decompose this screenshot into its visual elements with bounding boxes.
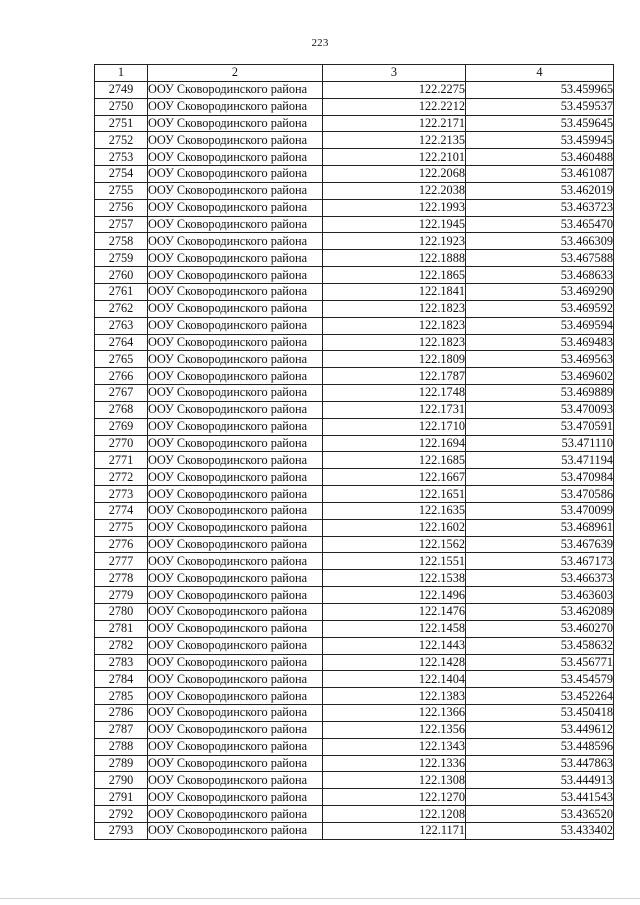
organization-cell: ООУ Сковородинского района — [148, 250, 323, 267]
table-row — [95, 806, 614, 823]
table-row — [95, 233, 614, 250]
row-number-cell: 2770 — [95, 435, 148, 452]
page-bottom-rule — [0, 898, 640, 899]
x-coordinate-cell: 122.1685 — [323, 452, 466, 469]
organization-cell: ООУ Сковородинского района — [148, 806, 323, 823]
column-header-2: 2 — [148, 65, 323, 82]
table-body — [95, 81, 614, 839]
y-coordinate-cell: 53.459537 — [466, 98, 614, 115]
table-row — [95, 452, 614, 469]
row-number-cell: 2771 — [95, 452, 148, 469]
row-number-cell: 2789 — [95, 755, 148, 772]
organization-cell: ООУ Сковородинского района — [148, 132, 323, 149]
x-coordinate-cell: 122.2038 — [323, 182, 466, 199]
organization-cell: ООУ Сковородинского района — [148, 368, 323, 385]
y-coordinate-cell: 53.447863 — [466, 755, 614, 772]
y-coordinate-cell: 53.469592 — [466, 300, 614, 317]
table-row — [95, 738, 614, 755]
y-coordinate-cell: 53.466373 — [466, 570, 614, 587]
row-number-cell: 2763 — [95, 317, 148, 334]
organization-cell: ООУ Сковородинского района — [148, 98, 323, 115]
table-row — [95, 654, 614, 671]
organization-cell: ООУ Сковородинского района — [148, 570, 323, 587]
x-coordinate-cell: 122.2212 — [323, 98, 466, 115]
row-number-cell: 2781 — [95, 620, 148, 637]
row-number-cell: 2768 — [95, 401, 148, 418]
y-coordinate-cell: 53.459945 — [466, 132, 614, 149]
organization-cell: ООУ Сковородинского района — [148, 705, 323, 722]
x-coordinate-cell: 122.2101 — [323, 149, 466, 166]
organization-cell: ООУ Сковородинского района — [148, 721, 323, 738]
x-coordinate-cell: 122.2068 — [323, 166, 466, 183]
organization-cell: ООУ Сковородинского района — [148, 334, 323, 351]
x-coordinate-cell: 122.1458 — [323, 620, 466, 637]
y-coordinate-cell: 53.462019 — [466, 182, 614, 199]
y-coordinate-cell: 53.469483 — [466, 334, 614, 351]
table-row — [95, 688, 614, 705]
table-row — [95, 418, 614, 435]
table-row — [95, 671, 614, 688]
table-row — [95, 115, 614, 132]
x-coordinate-cell: 122.1496 — [323, 587, 466, 604]
table-row — [95, 486, 614, 503]
x-coordinate-cell: 122.1428 — [323, 654, 466, 671]
organization-cell: ООУ Сковородинского района — [148, 469, 323, 486]
y-coordinate-cell: 53.449612 — [466, 721, 614, 738]
row-number-cell: 2792 — [95, 806, 148, 823]
table-row — [95, 822, 614, 839]
organization-cell: ООУ Сковородинского района — [148, 486, 323, 503]
y-coordinate-cell: 53.462089 — [466, 604, 614, 621]
y-coordinate-cell: 53.458632 — [466, 637, 614, 654]
x-coordinate-cell: 122.1823 — [323, 334, 466, 351]
x-coordinate-cell: 122.1538 — [323, 570, 466, 587]
organization-cell: ООУ Сковородинского района — [148, 351, 323, 368]
organization-cell: ООУ Сковородинского района — [148, 822, 323, 839]
organization-cell: ООУ Сковородинского района — [148, 283, 323, 300]
y-coordinate-cell: 53.460488 — [466, 149, 614, 166]
row-number-cell: 2760 — [95, 267, 148, 284]
x-coordinate-cell: 122.1945 — [323, 216, 466, 233]
x-coordinate-cell: 122.1270 — [323, 789, 466, 806]
x-coordinate-cell: 122.1343 — [323, 738, 466, 755]
organization-cell: ООУ Сковородинского района — [148, 81, 323, 98]
table-row — [95, 149, 614, 166]
row-number-cell: 2774 — [95, 502, 148, 519]
x-coordinate-cell: 122.1841 — [323, 283, 466, 300]
x-coordinate-cell: 122.1308 — [323, 772, 466, 789]
row-number-cell: 2776 — [95, 536, 148, 553]
organization-cell: ООУ Сковородинского района — [148, 519, 323, 536]
row-number-cell: 2750 — [95, 98, 148, 115]
table-row — [95, 98, 614, 115]
row-number-cell: 2785 — [95, 688, 148, 705]
y-coordinate-cell: 53.450418 — [466, 705, 614, 722]
row-number-cell: 2769 — [95, 418, 148, 435]
table-row — [95, 469, 614, 486]
y-coordinate-cell: 53.470591 — [466, 418, 614, 435]
row-number-cell: 2787 — [95, 721, 148, 738]
table-row — [95, 435, 614, 452]
table-row — [95, 772, 614, 789]
row-number-cell: 2765 — [95, 351, 148, 368]
table-row — [95, 317, 614, 334]
table-row — [95, 368, 614, 385]
row-number-cell: 2784 — [95, 671, 148, 688]
x-coordinate-cell: 122.1667 — [323, 469, 466, 486]
y-coordinate-cell: 53.470093 — [466, 401, 614, 418]
x-coordinate-cell: 122.2171 — [323, 115, 466, 132]
row-number-cell: 2780 — [95, 604, 148, 621]
y-coordinate-cell: 53.452264 — [466, 688, 614, 705]
y-coordinate-cell: 53.470586 — [466, 486, 614, 503]
table-row — [95, 81, 614, 98]
organization-cell: ООУ Сковородинского района — [148, 401, 323, 418]
y-coordinate-cell: 53.461087 — [466, 166, 614, 183]
organization-cell: ООУ Сковородинского района — [148, 620, 323, 637]
organization-cell: ООУ Сковородинского района — [148, 772, 323, 789]
x-coordinate-cell: 122.1562 — [323, 536, 466, 553]
organization-cell: ООУ Сковородинского района — [148, 536, 323, 553]
organization-cell: ООУ Сковородинского района — [148, 688, 323, 705]
organization-cell: ООУ Сковородинского района — [148, 671, 323, 688]
row-number-cell: 2788 — [95, 738, 148, 755]
y-coordinate-cell: 53.433402 — [466, 822, 614, 839]
coordinates-table — [94, 64, 614, 840]
x-coordinate-cell: 122.1208 — [323, 806, 466, 823]
y-coordinate-cell: 53.467588 — [466, 250, 614, 267]
column-header-1: 1 — [95, 65, 148, 82]
organization-cell: ООУ Сковородинского района — [148, 182, 323, 199]
table-row — [95, 267, 614, 284]
row-number-cell: 2755 — [95, 182, 148, 199]
table-row — [95, 166, 614, 183]
table-row — [95, 199, 614, 216]
y-coordinate-cell: 53.469594 — [466, 317, 614, 334]
column-header-4: 4 — [466, 65, 614, 82]
row-number-cell: 2773 — [95, 486, 148, 503]
organization-cell: ООУ Сковородинского района — [148, 789, 323, 806]
table-row — [95, 705, 614, 722]
y-coordinate-cell: 53.467639 — [466, 536, 614, 553]
table-row — [95, 721, 614, 738]
table-row — [95, 502, 614, 519]
y-coordinate-cell: 53.468961 — [466, 519, 614, 536]
row-number-cell: 2759 — [95, 250, 148, 267]
x-coordinate-cell: 122.1404 — [323, 671, 466, 688]
y-coordinate-cell: 53.469563 — [466, 351, 614, 368]
table-row — [95, 283, 614, 300]
table-row — [95, 570, 614, 587]
row-number-cell: 2777 — [95, 553, 148, 570]
row-number-cell: 2757 — [95, 216, 148, 233]
row-number-cell: 2762 — [95, 300, 148, 317]
row-number-cell: 2749 — [95, 81, 148, 98]
table-row — [95, 351, 614, 368]
row-number-cell: 2772 — [95, 469, 148, 486]
x-coordinate-cell: 122.1809 — [323, 351, 466, 368]
x-coordinate-cell: 122.1383 — [323, 688, 466, 705]
organization-cell: ООУ Сковородинского района — [148, 233, 323, 250]
x-coordinate-cell: 122.1602 — [323, 519, 466, 536]
table-row — [95, 300, 614, 317]
table-row — [95, 789, 614, 806]
row-number-cell: 2779 — [95, 587, 148, 604]
y-coordinate-cell: 53.441543 — [466, 789, 614, 806]
x-coordinate-cell: 122.1888 — [323, 250, 466, 267]
y-coordinate-cell: 53.469602 — [466, 368, 614, 385]
table-row — [95, 604, 614, 621]
y-coordinate-cell: 53.460270 — [466, 620, 614, 637]
y-coordinate-cell: 53.469889 — [466, 385, 614, 402]
organization-cell: ООУ Сковородинского района — [148, 267, 323, 284]
row-number-cell: 2756 — [95, 199, 148, 216]
x-coordinate-cell: 122.1710 — [323, 418, 466, 435]
row-number-cell: 2758 — [95, 233, 148, 250]
row-number-cell: 2767 — [95, 385, 148, 402]
x-coordinate-cell: 122.1748 — [323, 385, 466, 402]
y-coordinate-cell: 53.463603 — [466, 587, 614, 604]
organization-cell: ООУ Сковородинского района — [148, 452, 323, 469]
row-number-cell: 2775 — [95, 519, 148, 536]
x-coordinate-cell: 122.1823 — [323, 300, 466, 317]
x-coordinate-cell: 122.1356 — [323, 721, 466, 738]
organization-cell: ООУ Сковородинского района — [148, 502, 323, 519]
table-row — [95, 182, 614, 199]
x-coordinate-cell: 122.1551 — [323, 553, 466, 570]
x-coordinate-cell: 122.1923 — [323, 233, 466, 250]
x-coordinate-cell: 122.1694 — [323, 435, 466, 452]
x-coordinate-cell: 122.1865 — [323, 267, 466, 284]
row-number-cell: 2790 — [95, 772, 148, 789]
table-header-row — [95, 65, 614, 82]
y-coordinate-cell: 53.471110 — [466, 435, 614, 452]
table-row — [95, 216, 614, 233]
y-coordinate-cell: 53.456771 — [466, 654, 614, 671]
row-number-cell: 2751 — [95, 115, 148, 132]
organization-cell: ООУ Сковородинского района — [148, 149, 323, 166]
y-coordinate-cell: 53.463723 — [466, 199, 614, 216]
row-number-cell: 2783 — [95, 654, 148, 671]
x-coordinate-cell: 122.1787 — [323, 368, 466, 385]
y-coordinate-cell: 53.468633 — [466, 267, 614, 284]
x-coordinate-cell: 122.2275 — [323, 81, 466, 98]
row-number-cell: 2761 — [95, 283, 148, 300]
y-coordinate-cell: 53.444913 — [466, 772, 614, 789]
row-number-cell: 2778 — [95, 570, 148, 587]
x-coordinate-cell: 122.2135 — [323, 132, 466, 149]
y-coordinate-cell: 53.448596 — [466, 738, 614, 755]
x-coordinate-cell: 122.1823 — [323, 317, 466, 334]
table-row — [95, 250, 614, 267]
row-number-cell: 2793 — [95, 822, 148, 839]
x-coordinate-cell: 122.1993 — [323, 199, 466, 216]
table-row — [95, 536, 614, 553]
row-number-cell: 2791 — [95, 789, 148, 806]
table-row — [95, 385, 614, 402]
y-coordinate-cell: 53.470099 — [466, 502, 614, 519]
table-row — [95, 553, 614, 570]
y-coordinate-cell: 53.470984 — [466, 469, 614, 486]
x-coordinate-cell: 122.1336 — [323, 755, 466, 772]
y-coordinate-cell: 53.459965 — [466, 81, 614, 98]
table-row — [95, 637, 614, 654]
row-number-cell: 2786 — [95, 705, 148, 722]
organization-cell: ООУ Сковородинского района — [148, 418, 323, 435]
organization-cell: ООУ Сковородинского района — [148, 317, 323, 334]
organization-cell: ООУ Сковородинского района — [148, 654, 323, 671]
row-number-cell: 2752 — [95, 132, 148, 149]
y-coordinate-cell: 53.471194 — [466, 452, 614, 469]
organization-cell: ООУ Сковородинского района — [148, 738, 323, 755]
table-row — [95, 587, 614, 604]
table-row — [95, 755, 614, 772]
x-coordinate-cell: 122.1171 — [323, 822, 466, 839]
table-row — [95, 519, 614, 536]
organization-cell: ООУ Сковородинского района — [148, 755, 323, 772]
x-coordinate-cell: 122.1635 — [323, 502, 466, 519]
column-header-3: 3 — [323, 65, 466, 82]
row-number-cell: 2754 — [95, 166, 148, 183]
organization-cell: ООУ Сковородинского района — [148, 199, 323, 216]
y-coordinate-cell: 53.469290 — [466, 283, 614, 300]
row-number-cell: 2764 — [95, 334, 148, 351]
organization-cell: ООУ Сковородинского района — [148, 300, 323, 317]
x-coordinate-cell: 122.1651 — [323, 486, 466, 503]
y-coordinate-cell: 53.454579 — [466, 671, 614, 688]
x-coordinate-cell: 122.1443 — [323, 637, 466, 654]
y-coordinate-cell: 53.459645 — [466, 115, 614, 132]
x-coordinate-cell: 122.1731 — [323, 401, 466, 418]
table-row — [95, 401, 614, 418]
x-coordinate-cell: 122.1476 — [323, 604, 466, 621]
row-number-cell: 2782 — [95, 637, 148, 654]
organization-cell: ООУ Сковородинского района — [148, 637, 323, 654]
organization-cell: ООУ Сковородинского района — [148, 115, 323, 132]
organization-cell: ООУ Сковородинского района — [148, 166, 323, 183]
organization-cell: ООУ Сковородинского района — [148, 385, 323, 402]
row-number-cell: 2766 — [95, 368, 148, 385]
y-coordinate-cell: 53.467173 — [466, 553, 614, 570]
y-coordinate-cell: 53.436520 — [466, 806, 614, 823]
table-row — [95, 132, 614, 149]
organization-cell: ООУ Сковородинского района — [148, 587, 323, 604]
organization-cell: ООУ Сковородинского района — [148, 435, 323, 452]
x-coordinate-cell: 122.1366 — [323, 705, 466, 722]
page-number: 223 — [311, 37, 329, 49]
table-row — [95, 620, 614, 637]
y-coordinate-cell: 53.465470 — [466, 216, 614, 233]
y-coordinate-cell: 53.466309 — [466, 233, 614, 250]
row-number-cell: 2753 — [95, 149, 148, 166]
organization-cell: ООУ Сковородинского района — [148, 553, 323, 570]
organization-cell: ООУ Сковородинского района — [148, 216, 323, 233]
table-row — [95, 334, 614, 351]
organization-cell: ООУ Сковородинского района — [148, 604, 323, 621]
